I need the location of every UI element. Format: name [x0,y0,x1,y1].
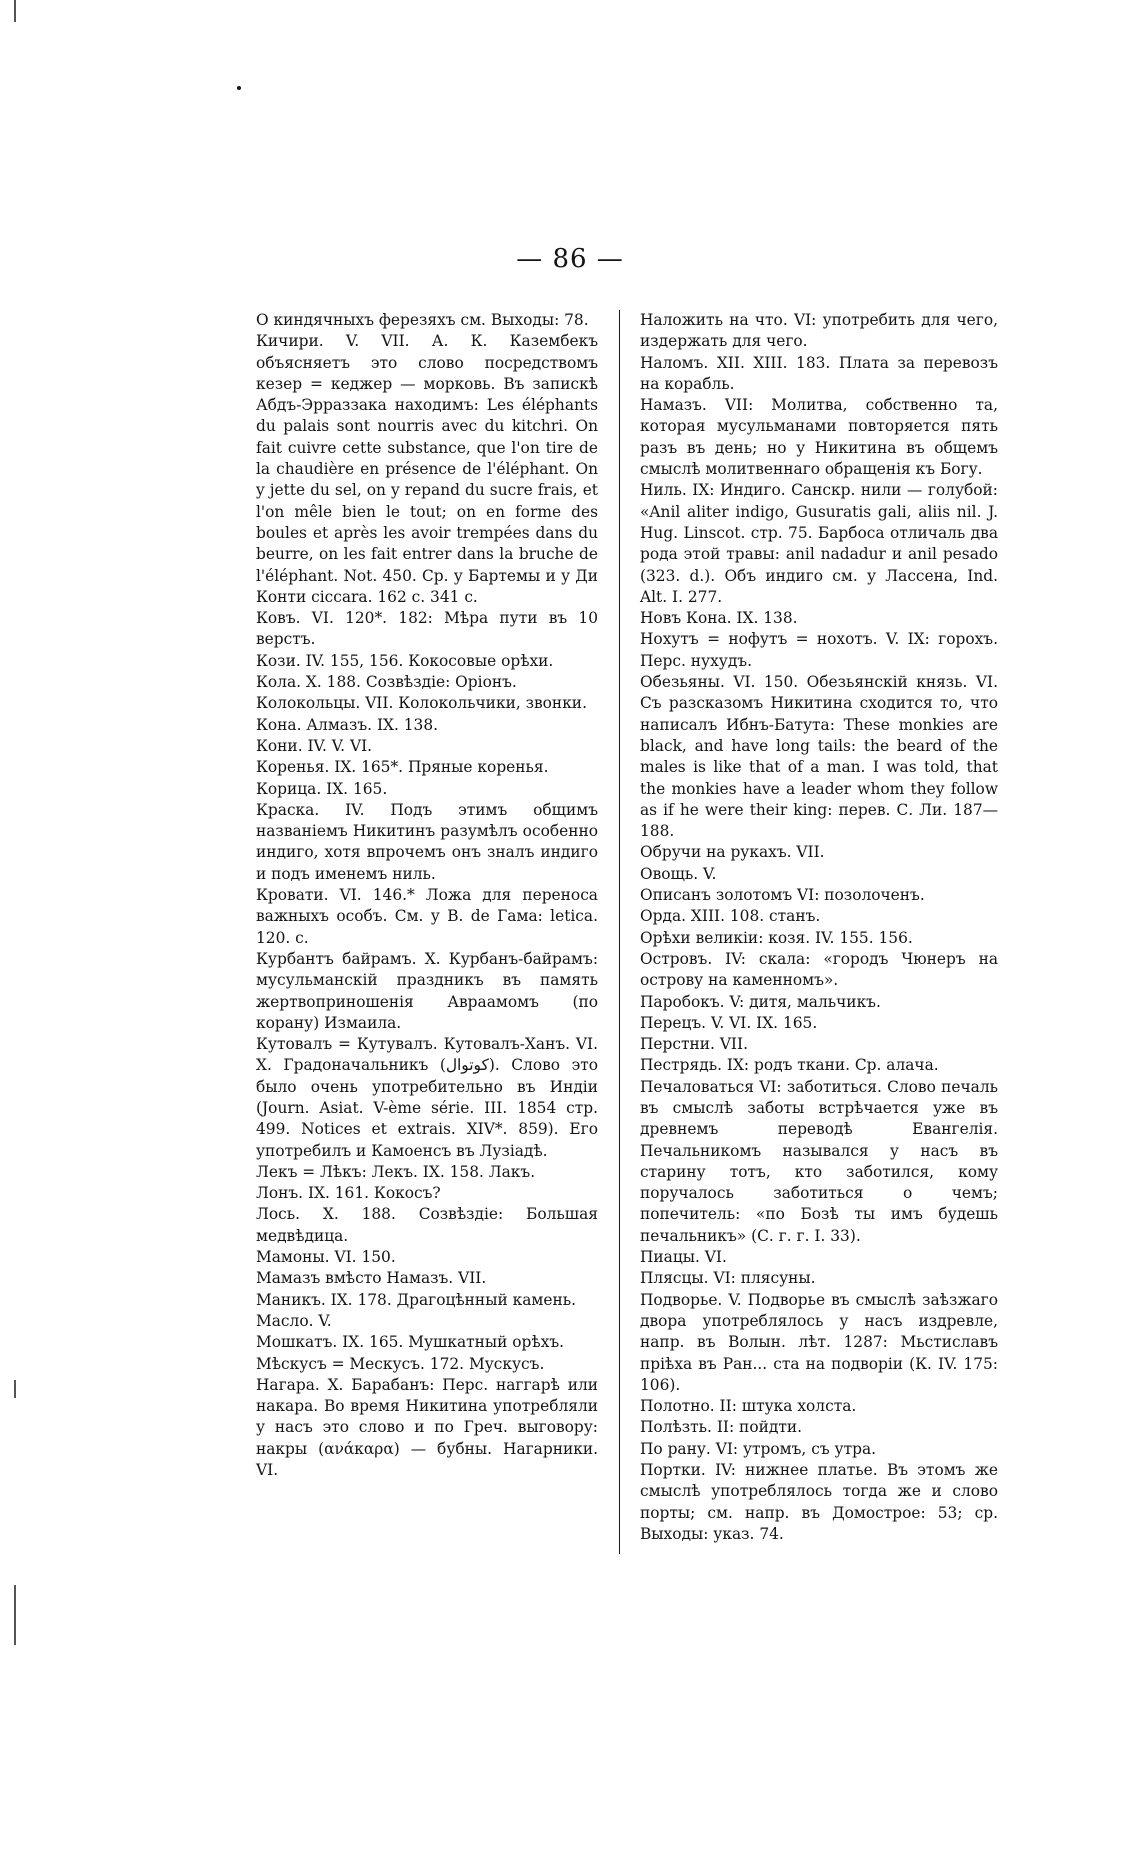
glossary-entry: Коренья. IX. 165*. Пряные коренья. [256,758,549,777]
glossary-entry: Мѣскусъ = Мескусъ. 172. Мускусъ. [256,1354,545,1373]
glossary-entry: Кони. IV. V. VI. [256,736,373,755]
glossary-entry: Островъ. IV: скала: «городъ Чюнеръ на острову на каменномъ». [640,949,998,990]
right-column [640,310,998,1545]
glossary-entry: Перстни. VII. [640,1035,748,1054]
glossary-entry: Орда. XIII. 108. станъ. [640,907,821,926]
glossary-entry: Нохутъ = нофутъ = нохотъ. V. IX: горохъ. Перс. нухудъ. [640,630,998,670]
glossary-entry: Курбантъ байрамъ. X. Курбанъ-байрамъ: мусульманскій праздникъ въ память жертвоприношенія Авраамомъ (по корану) Измаила. [256,949,598,1032]
glossary-entry: Плясцы. VI: плясуны. [640,1269,816,1288]
glossary-entry: Обезьяны. VI. 150. Обезьянскій князь. VI. Съ разсказомъ Никитина сходится то, что написалъ Ибнъ-Батута: These monkies are black, and have long tails: the beard of the males is like that of a man. I was told, that the monkies have a leader whom they follow as if he were their king: перев. С. Ли. 187—188. [640,673,998,841]
left-column [256,310,598,1481]
glossary-entry: Маникъ. IX. 178. Драгоцѣнный камень. [256,1290,576,1309]
glossary-entry: Кутовалъ = Кутувалъ. Кутовалъ-Ханъ. VI. X. Градоначальникъ (کوتوال). Слово это было очень употребительно въ Индіи (Journ. Asiat. V-ème série. III. 1854 стр. 499. Notices et extrais. XIV*. 859). Его употребилъ и Камоенсъ въ Лузіадѣ. [256,1035,598,1160]
glossary-entry: Мошкатъ. IX. 165. Мушкатный орѣхъ. [256,1333,565,1352]
glossary-entry: Ниль. IX: Индиго. Санскр. нили — голубой: «Anil aliter indigo, Gusuratis gali, aliis nil. J. Hug. Linscot. стр. 75. Барбоса отличаль два рода этой травы: anil nadadur и anil pesado (323. d.). Объ индиго см. у Лассена, Ind. Alt. I. 277. [640,481,998,606]
glossary-entry: По рану. VI: утромъ, съ утра. [640,1439,877,1458]
glossary-entry: Ковъ. VI. 120*. 182: Мѣра пути въ 10 верстъ. [256,609,598,649]
glossary-entry: Наломъ. XII. XIII. 183. Плата за перевозъ на корабль. [640,353,998,393]
ink-dot [237,86,241,90]
glossary-entry: Кола. X. 188. Созвѣздіе: Оріонъ. [256,673,517,692]
glossary-entry: Описанъ золотомъ VI: позолоченъ. [640,886,925,905]
glossary-entry: Подворье. V. Подворье въ смыслѣ заѣзжаго двора употреблялось у насъ издревле, напр. въ Волын. лѣт. 1287: Мьстиславъ пріѣха въ Ран... ста на подворіи (К. IV. 175: 106). [640,1290,998,1394]
glossary-entry: Кози. IV. 155, 156. Кокосовые орѣхи. [256,651,554,670]
glossary-entry: Мамоны. VI. 150. [256,1248,396,1267]
glossary-entry: Наложить на что. VI: употребить для чего, издержать для чего. [640,311,998,351]
glossary-entry: Новъ Кона. IX. 138. [640,609,798,628]
glossary-entry: Колокольцы. VII. Колокольчики, звонки. [256,694,587,713]
glossary-entry: Пиацы. VI. [640,1248,727,1267]
glossary-entry: Полѣзть. II: пойдти. [640,1418,802,1437]
glossary-entry: Лось. X. 188. Созвѣздіе: Большая медвѣдица. [256,1205,598,1245]
glossary-entry: Пестрядь. IX: родъ ткани. Ср. алача. [640,1056,939,1075]
glossary-entry: Полотно. II: штука холста. [640,1397,857,1416]
glossary-entry: Лонъ. IX. 161. Кокосъ? [256,1184,441,1203]
glossary-entry: О киндячныхъ ферезяхъ см. Выходы: 78. [256,311,589,329]
glossary-entry: Паробокъ. V: дитя, мальчикъ. [640,992,881,1011]
glossary-entry: Масло. V. [256,1311,332,1330]
scan-edge-mark [14,1380,16,1398]
glossary-entry: Кровати. VI. 146.* Ложа для переноса важныхъ особъ. См. у В. de Гама: letica. 120. с. [256,886,598,947]
glossary-entry: Кона. Алмазъ. IX. 138. [256,715,439,734]
glossary-entry: Портки. IV: нижнее платье. Въ этомъ же смыслѣ употреблялось тогда же и слово порты; см. напр. въ Домострое: 53; ср. Выходы: указ. 74. [640,1461,998,1543]
glossary-entry: Орѣхи великіи: козя. IV. 155. 156. [640,928,913,947]
glossary-entry: Намазъ. VII: Молитва, собственно та, которая мусульманами повторяется пять разъ въ день; но у Никитина въ общемъ смыслѣ молитвеннаго обращенія къ Богу. [640,396,998,479]
glossary-entry: Нагара. X. Барабанъ: Перс. наггарѣ или накара. Во время Никитина употребляли у насъ это слово и по Греч. выговору: накры (ανάκαρα) — бубны. Нагарники. VI. [256,1375,598,1480]
glossary-entry: Кичири. V. VII. А. К. Казембекъ объясняетъ это слово посредствомъ кезер = кеджер — морковь. Въ запискѣ Абдъ-Эрраззака находимъ: Les éléphants du palais sont nourris avec du kitchri. On fait cuivre cette substance, que l'on tire de la chaudière en présence de l'éléphant. On y jette du sel, on y repand du sucre frais, et l'on mêle bien le tout; on en forme des boules et après les avoir trempées dans du beurre, on les fait entrer dans la bruche de l'éléphant. Not. 450. Ср. у Бартемы и у Ди Конти ciccara. 162 с. 341 с. [256,332,598,606]
column-divider [619,310,620,1554]
glossary-entry: Перецъ. V. VI. IX. 165. [640,1013,818,1032]
glossary-entry: Печаловаться VI: заботиться. Слово печаль въ смыслѣ заботы встрѣчается уже въ древнемъ переводѣ Евангелія. Печальникомъ назывался у насъ въ старину тотъ, кто заботился, кому поручалось заботиться о чемъ; попечитель: «по Бозѣ ты имъ будешь печальникъ» (С. г. г. I. 33). [640,1077,998,1245]
scan-edge-mark [14,0,16,22]
glossary-entry: Овощь. V. [640,864,717,883]
glossary-entry: Краска. IV. Подъ этимъ общимъ названіемъ Никитинъ разумѣлъ особенно индиго, хотя впрочемъ онъ зналъ индиго и подъ именемъ ниль. [256,800,598,883]
page-number: — 86 — [516,244,624,274]
glossary-entry: Лекъ = Лѣкъ: Лекъ. IX. 158. Лакъ. [256,1162,536,1181]
glossary-entry: Мамазъ вмѣсто Намазъ. VII. [256,1269,487,1288]
glossary-entry: Обручи на рукахъ. VII. [640,843,825,862]
glossary-entry: Корица. IX. 165. [256,779,388,798]
scan-edge-mark [14,1585,16,1645]
